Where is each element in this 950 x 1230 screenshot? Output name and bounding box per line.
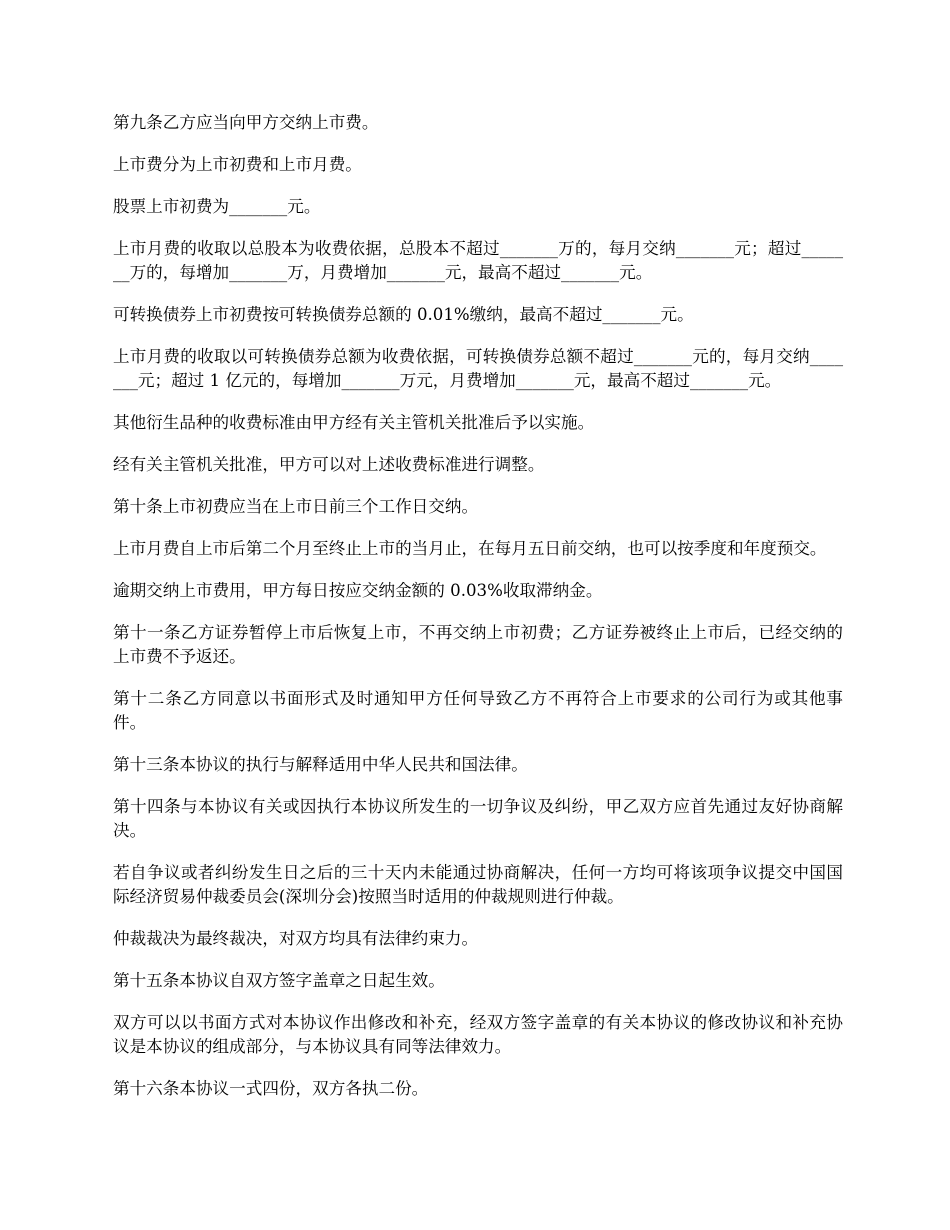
document-body xyxy=(113,111,843,1119)
paragraph-article-15: 第十五条本协议自双方签字盖章之日起生效。 xyxy=(113,971,445,990)
paragraph-article-14: 第十四条与本协议有关或因执行本协议所发生的一切争议及纠纷，甲乙双方应首先通过友好协商解决。 xyxy=(113,797,843,840)
paragraph-listing-fee-types: 上市费分为上市初费和上市月费。 xyxy=(113,155,362,174)
paragraph-fee-adjustment: 经有关主管机关批准，甲方可以对上述收费标准进行调整。 xyxy=(113,455,545,474)
paragraph-article-13: 第十三条本协议的执行与解释适用中华人民共和国法律。 xyxy=(113,755,528,774)
paragraph-article-9: 第九条乙方应当向甲方交纳上市费。 xyxy=(113,113,379,132)
paragraph-stock-initial-fee: 股票上市初费为_______元。 xyxy=(113,197,321,216)
paragraph-article-11: 第十一条乙方证券暂停上市后恢复上市，不再交纳上市初费；乙方证券被终止上市后，已经交纳的上市费不予返还。 xyxy=(113,623,843,666)
paragraph-article-16: 第十六条本协议一式四份，双方各执二份。 xyxy=(113,1079,429,1098)
paragraph-amendments: 双方可以以书面方式对本协议作出修改和补充，经双方签字盖章的有关本协议的修改协议和补充协议是本协议的组成部分，与本协议具有同等法律效力。 xyxy=(113,1013,843,1056)
paragraph-arbitration: 若自争议或者纠纷发生日之后的三十天内未能通过协商解决，任何一方均可将该项争议提交中国国际经济贸易仲裁委员会(深圳分会)按照当时适用的仲裁规则进行仲裁。 xyxy=(113,863,843,906)
paragraph-article-12: 第十二条乙方同意以书面形式及时通知甲方任何导致乙方不再符合上市要求的公司行为或其他事件。 xyxy=(113,689,843,732)
paragraph-arbitration-final: 仲裁裁决为最终裁决，对双方均具有法律约束力。 xyxy=(113,929,479,948)
paragraph-bond-initial-fee: 可转换债券上市初费按可转换债券总额的 0.01%缴纳，最高不超过_______元。 xyxy=(113,305,694,324)
paragraph-article-10: 第十条上市初费应当在上市日前三个工作日交纳。 xyxy=(113,497,479,516)
paragraph-monthly-fee-payment: 上市月费自上市后第二个月至终止上市的当月止，在每月五日前交纳，也可以按季度和年度预交。 xyxy=(113,539,827,558)
paragraph-derivative-fees: 其他衍生品种的收费标准由甲方经有关主管机关批准后予以实施。 xyxy=(113,413,595,432)
paragraph-late-fee: 逾期交纳上市费用，甲方每日按应交纳金额的 0.03%收取滞纳金。 xyxy=(113,581,603,600)
paragraph-stock-monthly-fee: 上市月费的收取以总股本为收费依据，总股本不超过_______万的，每月交纳_______元；超过_______万的，每增加_______万，月费增加_______元，最高不超过_______元。 xyxy=(113,239,843,282)
paragraph-bond-monthly-fee: 上市月费的收取以可转换债券总额为收费依据，可转换债券总额不超过_______元的，每月交纳_______元；超过 1 亿元的，每增加_______万元，月费增加_______元，最高不超过_______元。 xyxy=(113,347,843,390)
